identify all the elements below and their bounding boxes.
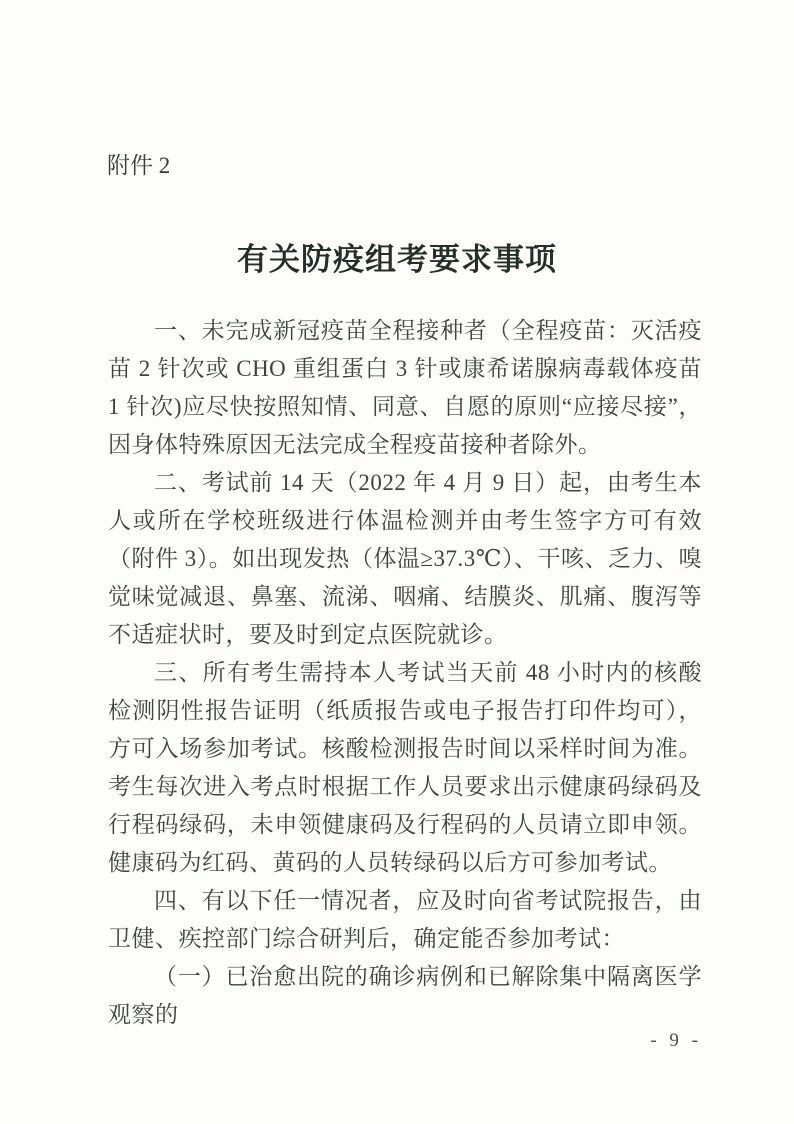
paragraph-1-vaccination-requirement: 一、未完成新冠疫苗全程接种者（全程疫苗：灭活疫苗 2 针次或 CHO 重组蛋白 3 针或康希诺腺病毒载体疫苗 1 针次)应尽快按照知情、同意、自愿的原则“应接尽接”，因身体特殊原因无法完成全程疫苗接种者除外。 [108, 318, 702, 457]
paragraph-3-nucleic-acid-test: 三、所有考生需持本人考试当天前 48 小时内的核酸检测阴性报告证明（纸质报告或电子报告打印件均可），方可入场参加考试。核酸检测报告时间以采样时间为准。考生每次进入考点时根据工作人员要求出示健康码绿码及行程码绿码，未申领健康码及行程码的人员请立即申领。健康码为红码、黄码的人员转绿码以后方可参加考试。 [108, 660, 702, 875]
page-title: 有关防疫组考要求事项 [237, 241, 557, 277]
document-body [108, 312, 702, 1034]
page-number: - 9 - [650, 1030, 702, 1051]
paragraph-2-temperature-monitoring: 二、考试前 14 天（2022 年 4 月 9 日）起，由考生本人或所在学校班级进行体温检测并由考生签字方可有效（附件 3）。如出现发热（体温≥37.3℃）、干咳、乏力、嗅觉味觉减退、鼻塞、流涕、咽痛、结膜炎、肌痛、腹泻等不适症状时，要及时到定点医院就诊。 [108, 470, 702, 647]
paragraph-4-report-situations: 四、有以下任一情况者，应及时向省考试院报告，由卫健、疾控部门综合研判后，确定能否参加考试： [108, 888, 702, 951]
attachment-label: 附件 2 [107, 153, 171, 178]
paragraph-5-item-one: （一）已治愈出院的确诊病例和已解除集中隔离医学观察的 [108, 964, 702, 1027]
